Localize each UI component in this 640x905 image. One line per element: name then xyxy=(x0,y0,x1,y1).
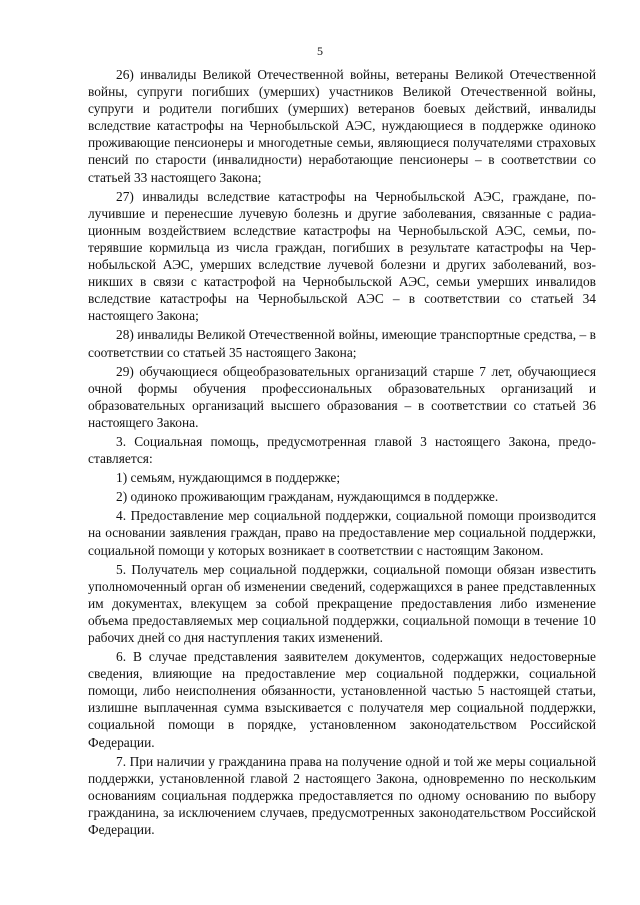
paragraph-item-26: 26) инвалиды Великой Отечественной войны, ветераны Великой Отечественной войны, супруги погибших (умерших) участников Великой Отечественной войны, супруги и родители погибших (умерших) ветеранов боевых действий, инвалиды вследствие катастрофы на Чернобыльской АЭС, нуждающиеся в поддержке одиноко проживающие пенсионеры и многодетные семьи, являющиеся получателями страховых пенсий по старости (инвалидности) неработающие пенсионеры – в соответствии со статьей 33 настоящего Закона; xyxy=(88,67,596,185)
paragraph-part-7: 7. При наличии у гражданина права на получение одной и той же меры социальной поддержки, установленной главой 2 настоящего Закона, одновременно по нескольким основаниям социальная поддержка предоставляется по одному основанию по выбору гражданина, за исключением случаев, предусмотренных законодательством Российской Федерации. xyxy=(88,753,596,838)
paragraph-part-6: 6. В случае представления заявителем документов, содержащих недостоверные сведения, влияющие на предоставление мер социальной поддержки, социальной помощи, либо неисполнения обязанности, установленной частью 5 настоящей статьи, излишне выплаченная сумма взыскивается с получателя мер социальной поддержки, социальной помощи в порядке, установленном законодательством Российской Федерации. xyxy=(88,649,596,750)
paragraph-item-28: 28) инвалиды Великой Отечественной войны, имеющие транспортные средства, – в соответствии со статьей 35 настоящего Закона; xyxy=(88,327,596,360)
paragraph-item-29: 29) обучающиеся общеобразовательных организаций старше 7 лет, обучающиеся очной формы обучения профессиональных образовательных организаций и образовательных организаций высшего образования – в соответствии со статьей 36 настоящего Закона. xyxy=(88,363,596,430)
document-body xyxy=(88,66,596,840)
paragraph-part-4: 4. Предоставление мер социальной поддержки, социальной помощи производится на основании заявления граждан, право на предоставление мер социальной поддержки, социальной помощи у которых возникает в соответствии с настоящим Законом. xyxy=(88,508,596,558)
paragraph-part-3-item-2: 2) одиноко проживающим гражданам, нуждающимся в поддержке. xyxy=(116,489,499,505)
page-number: 5 xyxy=(317,44,323,58)
paragraph-item-27: 27) инвалиды вследствие катастрофы на Чернобыльской АЭС, граждане, получившие и перенесшие лучевую болезнь и другие заболевания, связанные с радиационным воздействием вследствие катастрофы на Чернобыльской АЭС, семьи, потерявшие кормильца из числа граждан, погибших в результате катастрофы на Чернобыльской АЭС, умерших вследствие лучевой болезни и других заболеваний, возникших в связи с катастрофой на Чернобыльской АЭС, семьи умерших инвалидов вследствие катастрофы на Чернобыльской АЭС – в соответствии со статьей 34 настоящего Закона; xyxy=(88,188,596,324)
paragraph-part-5: 5. Получатель мер социальной поддержки, социальной помощи обязан известить уполномоченный орган об изменении сведений, содержащихся в ранее представленных им документах, влекущем за собой прекращение предоставления либо изменение объема предоставляемых мер социальной поддержки, социальной помощи в течение 10 рабочих дней со дня наступления таких изменений. xyxy=(88,561,596,645)
paragraph-part-3-item-1: 1) семьям, нуждающимся в поддержке; xyxy=(116,470,341,486)
paragraph-part-3: 3. Социальная помощь, предусмотренная главой 3 настоящего Закона, предоставляется: xyxy=(88,433,596,467)
